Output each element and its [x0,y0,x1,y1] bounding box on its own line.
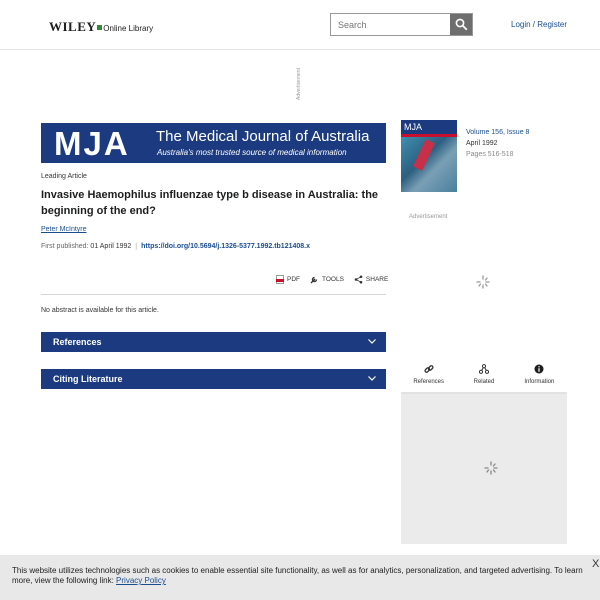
tab-related[interactable] [456,364,511,392]
link-icon [424,364,434,374]
chevron-down-icon [368,376,376,381]
doi-link[interactable]: https://doi.org/10.5694/j.1326-5377.1992.tb121408.x [141,243,310,250]
share-icon [354,275,363,284]
share-label: SHARE [365,276,389,283]
citing-literature-label: Citing Literature [53,374,123,384]
advertisement-label: Advertisement [296,68,302,100]
divider [41,294,386,295]
publication-info [41,243,310,250]
journal-banner[interactable] [41,123,386,163]
banner-abbr: MJA [54,125,130,162]
close-icon[interactable]: X [592,558,600,570]
search-icon [455,18,468,31]
chevron-down-icon [368,339,376,344]
pdf-button[interactable] [276,275,300,284]
related-nodes-icon [479,364,489,374]
author-link[interactable]: Peter McIntyre [41,226,87,233]
logo-dot-icon [97,25,102,30]
pdf-icon [276,275,284,284]
loading-spinner-icon [476,275,490,294]
banner-tagline: Australia's most trusted source of medical information [157,148,347,157]
side-advertisement-label: Advertisement [409,214,448,220]
login-register-label: Login / Register [511,20,568,29]
wiley-wordmark: WILEY [49,19,97,34]
tab-references-label: References [413,379,444,385]
tools-label: TOOLS [322,276,344,283]
search-button[interactable] [450,14,472,35]
pdf-label: PDF [287,276,300,283]
top-advertisement [293,60,307,104]
tab-references[interactable] [401,364,456,392]
online-library-wordmark: Online Library [103,24,154,33]
cover-abbr: MJA [404,122,422,132]
privacy-policy-link[interactable]: Privacy Policy [116,576,166,585]
citing-literature-accordion[interactable] [41,369,386,389]
share-button[interactable] [354,275,388,284]
tab-information[interactable] [512,364,567,392]
site-header [0,0,600,50]
tools-button[interactable] [310,275,344,284]
issue-pages: Pages 516-518 [466,151,514,158]
article-title: Invasive Haemophilus influenzae type b disease in Australia: the beginning of the end? [41,189,379,217]
issue-date: April 1992 [466,140,498,147]
references-accordion[interactable] [41,332,386,352]
cookie-banner [0,555,600,600]
tab-related-label: Related [473,379,495,385]
search-input[interactable] [331,14,450,35]
search-box [330,13,473,36]
cookie-message [12,566,587,586]
tab-information-label: Information [524,379,555,385]
banner-title: The Medical Journal of Australia [156,128,370,145]
loading-spinner-icon [484,461,498,480]
abstract-note: No abstract is available for this article. [41,307,159,314]
side-tabs [401,364,567,394]
article-tools [276,275,398,284]
cookie-message-text: This website utilizes technologies such as cookies to enable essential site functionality, as well as for analytics, personalization, and targeted advertising. To learn more, view the following link: [12,566,583,585]
references-accordion-label: References [53,337,102,347]
separator: | [135,243,138,250]
info-icon [534,364,544,374]
issue-info [466,127,529,160]
first-published-label: First published: [41,243,89,250]
journal-cover[interactable] [401,120,457,192]
article-type: Leading Article [41,173,87,180]
first-published-date: 01 April 1992 [90,243,132,250]
login-register-link[interactable] [511,20,567,29]
wiley-logo[interactable] [49,19,153,35]
wrench-icon [310,275,319,284]
volume-issue-link[interactable]: Volume 156, Issue 8 [466,129,530,136]
